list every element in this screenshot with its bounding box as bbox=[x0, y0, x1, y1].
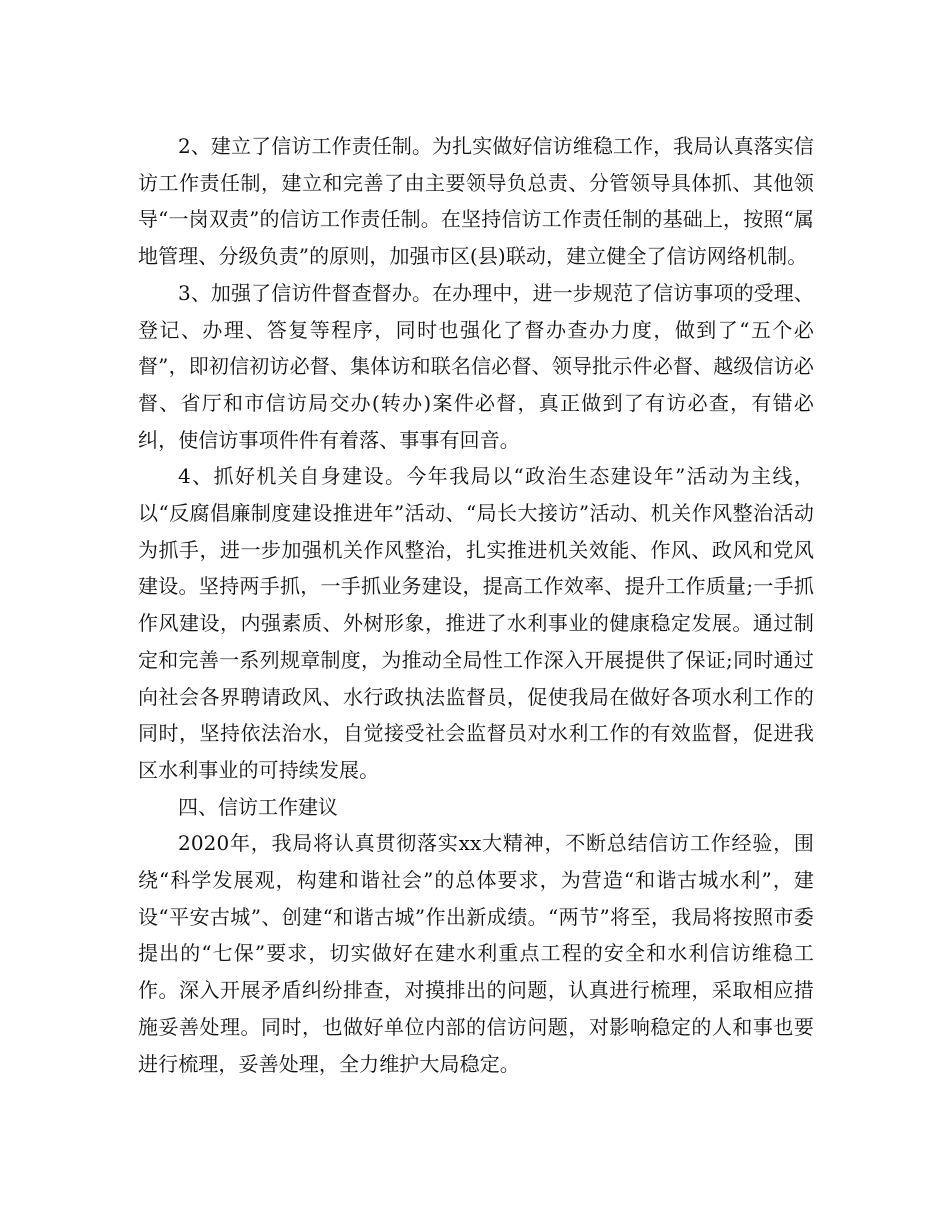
paragraph-self-building: 4、抓好机关自身建设。今年我局以“政治生态建设年”活动为主线，以“反腐倡廉制度建设推进年”活动、“局长大接访”活动、机关作风整治活动为抓手，进一步加强机关作风整治，扎实推进机关效能、作风、政风和党风建设。坚持两手抓，一手抓业务建设，提高工作效率、提升工作质量;一手抓作风建设，内强素质、外树形象，推进了水利事业的健康稳定发展。通过制定和完善一系列规章制度，为推动全局性工作深入开展提供了保证;同时通过向社会各界聘请政风、水行政执法监督员，促使我局在做好各项水利工作的同时，坚持依法治水，自觉接受社会监督员对水利工作的有效监督，促进我区水利事业的可持续发展。 bbox=[138, 464, 814, 782]
paragraph-supervision: 3、加强了信访件督查督办。在办理中，进一步规范了信访事项的受理、登记、办理、答复等程序，同时也强化了督办查办力度，做到了“五个必督”，即初信初访必督、集体访和联名信必督、领导批示件必督、越级信访必督、省厅和市信访局交办(转办)案件必督，真正做到了有访必查，有错必纠，使信访事项件件有着落、事事有回音。 bbox=[138, 280, 814, 452]
paragraph-responsibility-system: 2、建立了信访工作责任制。为扎实做好信访维稳工作，我局认真落实信访工作责任制，建立和完善了由主要领导负总责、分管领导具体抓、其他领导“一岗双责”的信访工作责任制。在坚持信访工作责任制的基础上，按照“属地管理、分级负责”的原则，加强市区(县)联动，建立健全了信访网络机制。 bbox=[138, 134, 814, 269]
document-page bbox=[138, 128, 814, 1082]
paragraph-suggestions: 2020年，我局将认真贯彻落实xx大精神，不断总结信访工作经验，围绕“科学发展观，构建和谐社会”的总体要求，为营造“和谐古城水利”，建设“平安古城”、创建“和谐古城”作出新成绩。“两节”将至，我局将按照市委提出的“七保”要求，切实做好在建水利重点工程的安全和水利信访维稳工作。深入开展矛盾纠纷排查，对摸排出的问题，认真进行梳理，采取相应措施妥善处理。同时，也做好单位内部的信访问题，对影响稳定的人和事也要进行梳理，妥善处理，全力维护大局稳定。 bbox=[138, 831, 814, 1076]
section-heading: 四、信访工作建议 bbox=[178, 794, 338, 819]
